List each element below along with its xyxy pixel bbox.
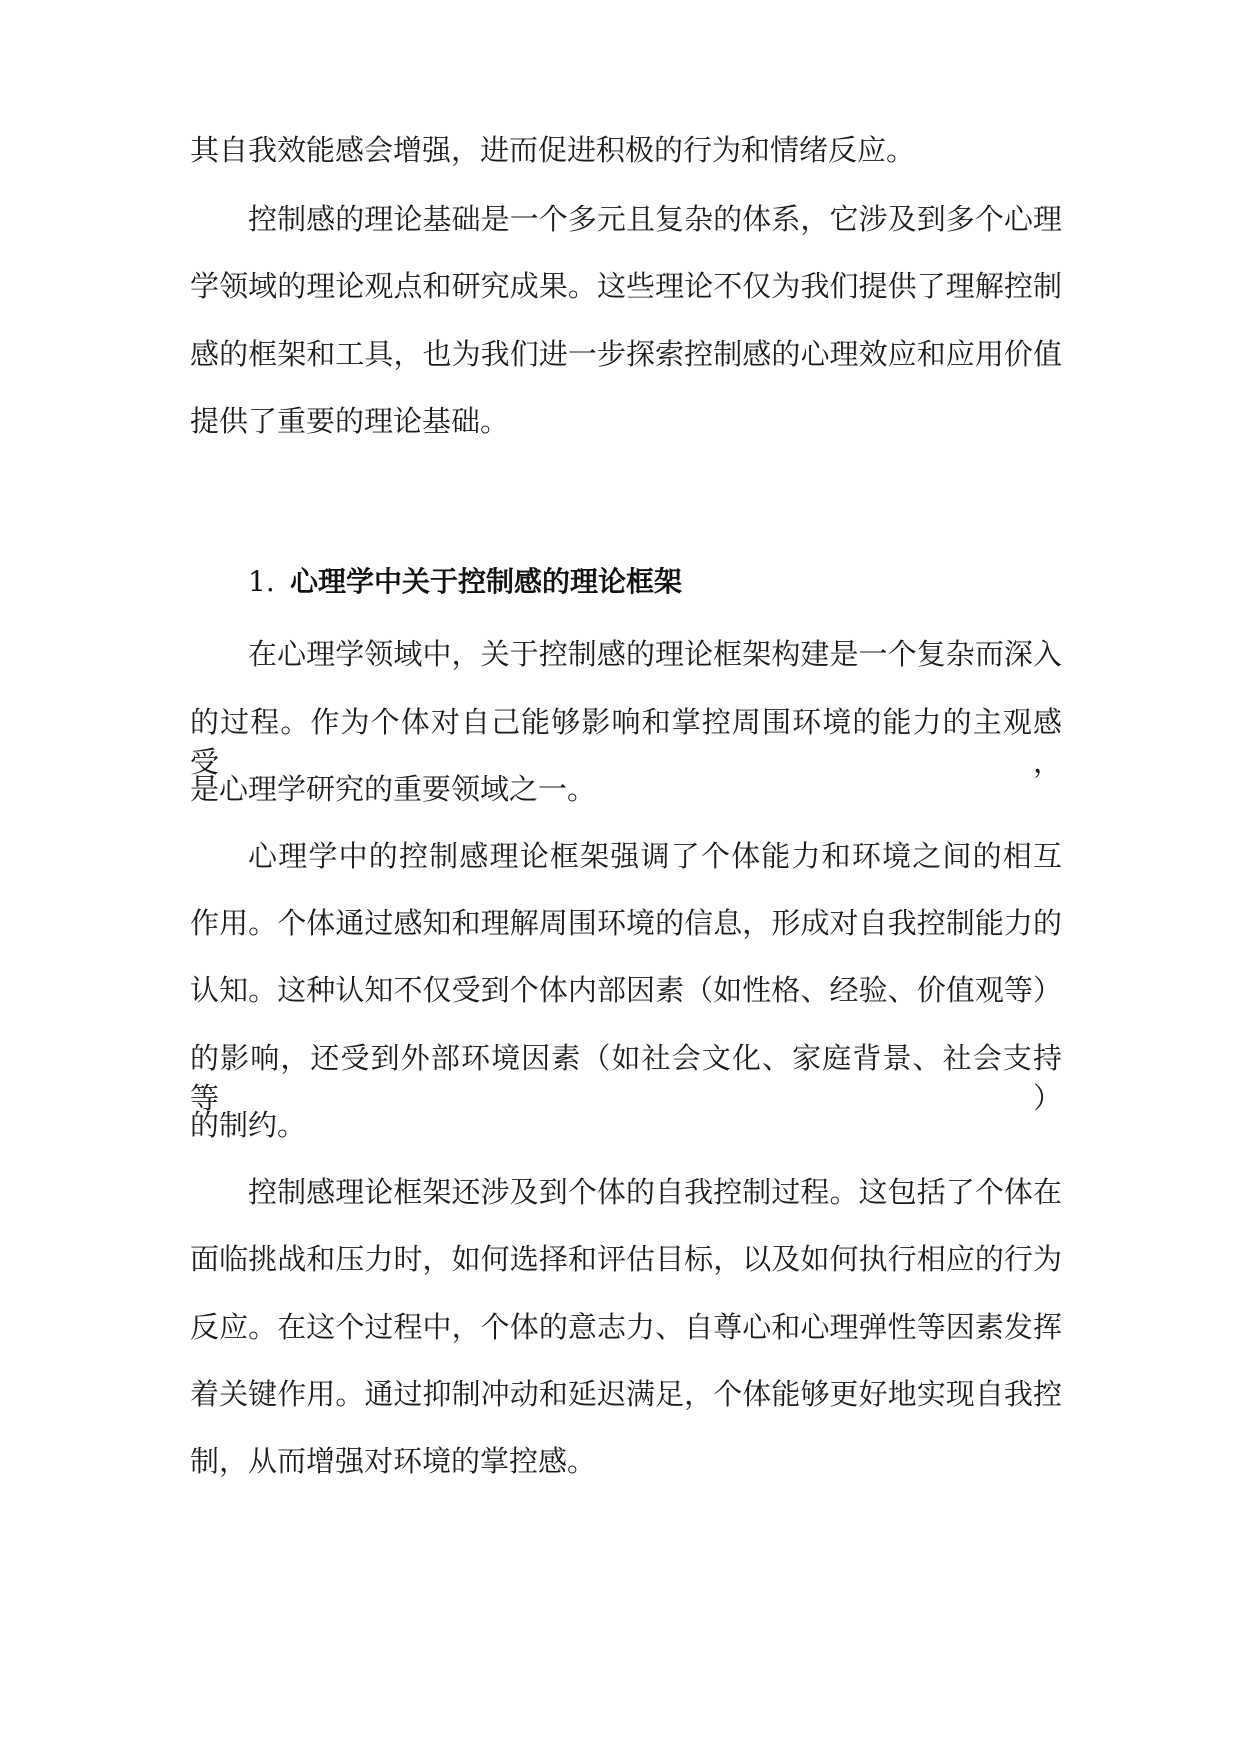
paragraph-line: 的影响，还受到外部环境因素（如社会文化、家庭背景、社会支持等） (190, 1041, 1062, 1115)
paragraph-line: 学领域的理论观点和研究成果。这些理论不仅为我们提供了理解控制 (190, 269, 1062, 303)
paragraph-line: 控制感理论框架还涉及到个体的自我控制过程。这包括了个体在 (248, 1175, 1062, 1209)
paragraph-line: 的制约。 (190, 1108, 307, 1142)
paragraph-line: 作用。个体通过感知和理解周围环境的信息，形成对自我控制能力的 (190, 906, 1062, 940)
paragraph-line: 着关键作用。通过抑制冲动和延迟满足，个体能够更好地实现自我控 (190, 1377, 1062, 1411)
paragraph-line: 感的框架和工具，也为我们进一步探索控制感的心理效应和应用价值 (190, 337, 1062, 371)
paragraph-line: 制，从而增强对环境的掌控感。 (190, 1444, 597, 1478)
paragraph-line: 的过程。作为个体对自己能够影响和掌控周围环境的能力的主观感受， (190, 705, 1062, 779)
paragraph-line: 认知。这种认知不仅受到个体内部因素（如性格、经验、价值观等） (190, 973, 1062, 1007)
section-number: 1. (248, 565, 275, 598)
paragraph-line: 其自我效能感会增强，进而促进积极的行为和情绪反应。 (190, 133, 916, 167)
paragraph-line: 提供了重要的理论基础。 (190, 404, 510, 438)
paragraph-line: 面临挑战和压力时，如何选择和评估目标，以及如何执行相应的行为 (190, 1242, 1062, 1276)
paragraph-line: 控制感的理论基础是一个多元且复杂的体系，它涉及到多个心理 (248, 202, 1062, 236)
paragraph-line: 反应。在这个过程中，个体的意志力、自尊心和心理弹性等因素发挥 (190, 1310, 1062, 1344)
section-heading (248, 562, 682, 602)
section-title: 心理学中关于控制感的理论框架 (290, 565, 683, 598)
paragraph-line: 是心理学研究的重要领域之一。 (190, 772, 597, 806)
paragraph-line: 心理学中的控制感理论框架强调了个体能力和环境之间的相互 (248, 839, 1062, 873)
paragraph-line: 在心理学领域中，关于控制感的理论框架构建是一个复杂而深入 (248, 637, 1062, 671)
